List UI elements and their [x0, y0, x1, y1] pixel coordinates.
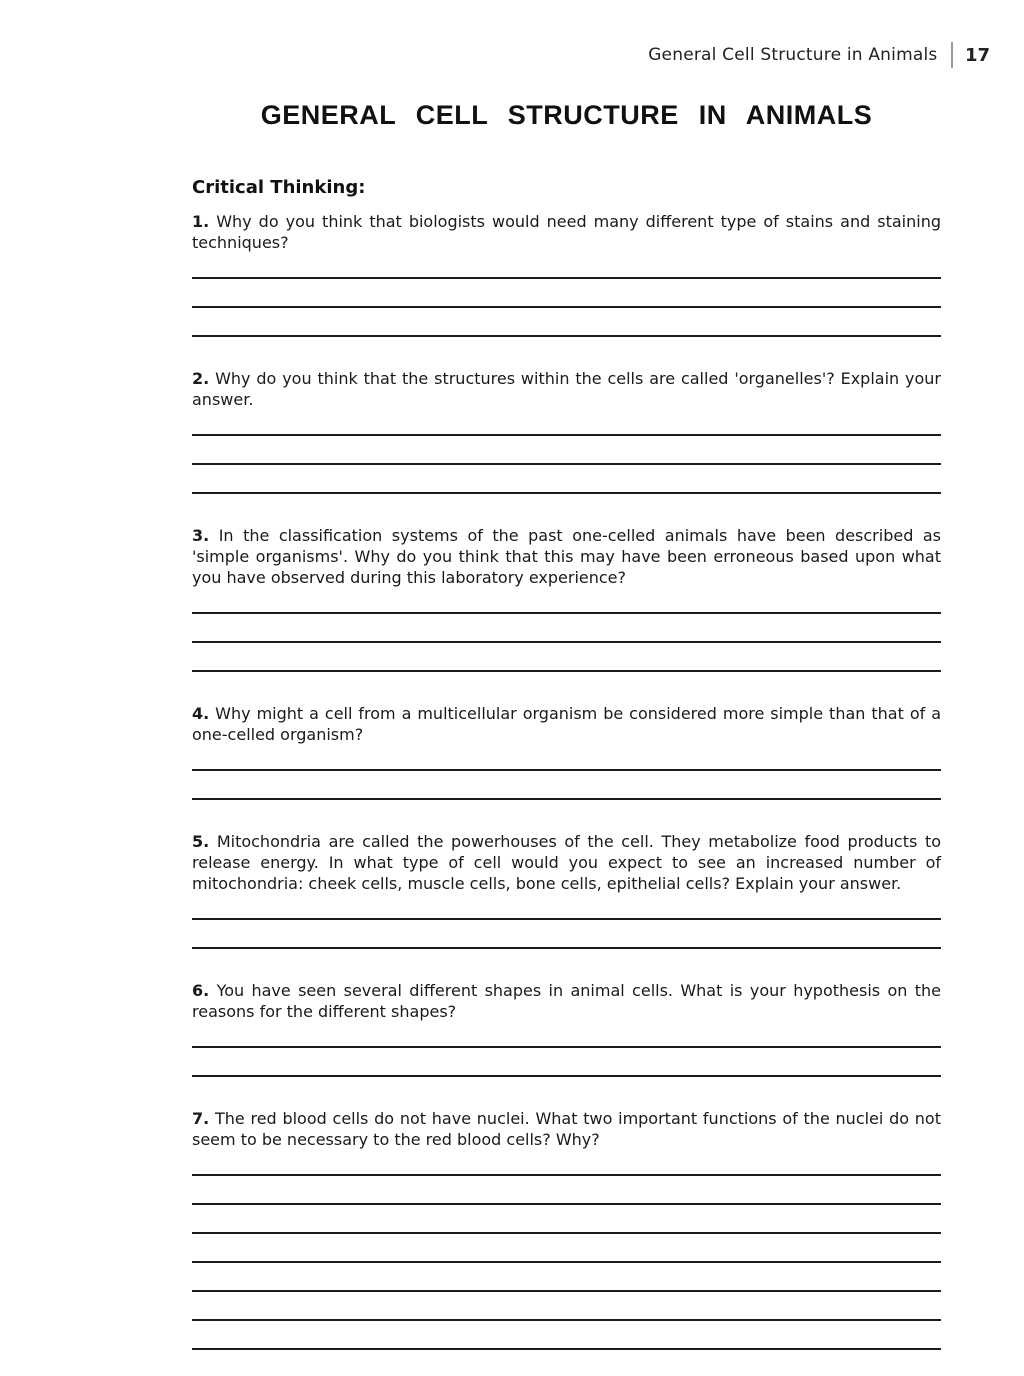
answer-line: [192, 1261, 941, 1263]
questions-container: [192, 211, 941, 1350]
question-5: [192, 831, 941, 949]
question-text: 1. Why do you think that biologists would need many different type of stains and staining techniques?: [192, 212, 941, 252]
question-number: 3.: [192, 526, 210, 545]
answer-line: [192, 1203, 941, 1205]
question-6: [192, 980, 941, 1077]
question-1: [192, 211, 941, 337]
question-number: 1.: [192, 212, 210, 231]
answer-line: [192, 335, 941, 337]
answer-line: [192, 769, 941, 771]
answer-line: [192, 1319, 941, 1321]
header-divider: [951, 42, 953, 68]
answer-line: [192, 641, 941, 643]
answer-line: [192, 918, 941, 920]
answer-line: [192, 1046, 941, 1048]
question-text: 3. In the classification systems of the past one-celled animals have been described as 'simple organisms'. Why do you think that this may have been erroneous based upon what you have observed during this laboratory experience?: [192, 526, 941, 587]
question-number: 5.: [192, 832, 210, 851]
answer-line: [192, 1348, 941, 1350]
question-text: 4. Why might a cell from a multicellular organism be considered more simple than that of a one-celled organism?: [192, 704, 941, 744]
question-text: 7. The red blood cells do not have nuclei. What two important functions of the nuclei do not seem to be necessary to the red blood cells? Why?: [192, 1109, 941, 1149]
answer-line: [192, 306, 941, 308]
answer-line: [192, 670, 941, 672]
question-text: 6. You have seen several different shapes in animal cells. What is your hypothesis on the reasons for the different shapes?: [192, 981, 941, 1021]
question-text: 5. Mitochondria are called the powerhouses of the cell. They metabolize food products to release energy. In what type of cell would you expect to see an increased number of mitochondria: cheek cells, muscle cells, bone cells, epithelial cells? Explain your answer.: [192, 832, 941, 893]
question-number: 6.: [192, 981, 210, 1000]
page-title: GENERAL CELL STRUCTURE IN ANIMALS: [260, 100, 873, 130]
question-number: 2.: [192, 369, 210, 388]
answer-line: [192, 612, 941, 614]
answer-line: [192, 463, 941, 465]
question-text: 2. Why do you think that the structures within the cells are called 'organelles'? Explain your answer.: [192, 369, 941, 409]
answer-line: [192, 277, 941, 279]
question-4: [192, 703, 941, 800]
question-2: [192, 368, 941, 494]
question-number: 7.: [192, 1109, 210, 1128]
page-number: 17: [964, 44, 990, 66]
section-heading: Critical Thinking:: [192, 177, 366, 198]
content-column: [192, 0, 941, 1376]
answer-line: [192, 1075, 941, 1077]
answer-line: [192, 434, 941, 436]
answer-line: [192, 1232, 941, 1234]
question-7: [192, 1108, 941, 1350]
answer-line: [192, 492, 941, 494]
question-number: 4.: [192, 704, 210, 723]
answer-line: [192, 798, 941, 800]
running-header-title: General Cell Structure in Animals: [648, 45, 938, 65]
question-3: [192, 525, 941, 672]
answer-line: [192, 1174, 941, 1176]
answer-line: [192, 947, 941, 949]
answer-line: [192, 1290, 941, 1292]
